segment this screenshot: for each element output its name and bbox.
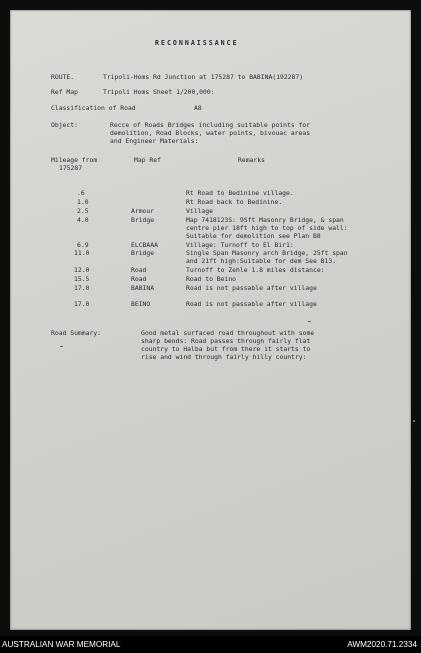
header-map-ref: Map Ref [134,156,161,164]
row-map-ref: Bridge [131,216,155,224]
summary-line: rise and wind through fairly hilly country: [141,353,307,361]
row-remark: centre pier 18ft high to top of side wall: [186,224,348,232]
object-line: demolition, Road Blocks, water points, bivouac areas [110,129,311,137]
ink-mark [60,346,63,347]
row-remark: Turnoff to Zehle 1.8 miles distance: [186,266,325,274]
row-map-ref: BABINA [131,284,155,292]
row-mileage: 12.0 [74,266,90,274]
header-mileage-sub: 175287 [59,164,83,172]
row-remark: Road is not passable after village [186,284,317,292]
summary-line: Good metal surfaced road throughout with some [141,329,315,337]
row-remark: Rt Road to Bedinine village. [186,189,294,197]
row-mileage: 6.9 [77,241,89,249]
row-remark: Rt Road back to Bedinine. [186,198,283,206]
object-label: Object: [51,121,78,129]
row-remark: Road to Beino [186,275,237,283]
row-remark: Single Span Masonry arch Bridge, 25ft span [186,249,348,257]
row-mileage: 17.0 [74,300,90,308]
classification-value: A8 [194,104,202,112]
row-map-ref: Road [131,266,147,274]
footer-accession: AWM2020.71.2334 [347,640,417,649]
header-remarks: Remarks [238,156,265,164]
row-map-ref: ELCBAAA [131,241,158,249]
summary-line: country to Halba but from there it starts to [141,345,311,353]
document-title: RECONNAISSANCE [155,39,239,47]
row-mileage: 11.0 [74,249,90,257]
row-mileage: 4.0 [77,216,89,224]
row-mileage: 15.5 [74,275,90,283]
footer-credit: AUSTRALIAN WAR MEMORIAL [2,640,121,649]
classification-label: Classification of Road [51,104,136,112]
object-line: and Engineer Materials: [110,137,199,145]
ink-mark [413,420,415,422]
row-mileage: .6 [77,189,85,197]
summary-line: sharp bends: Road passes through fairly flat [141,337,311,345]
ink-mark [308,321,311,322]
row-mileage: 2.5 [77,207,89,215]
footer-bar [0,636,421,653]
object-line: Recce of Roads Bridges including suitable points for [110,121,311,129]
row-map-ref: Bridge [131,249,155,257]
ref-map-value: Tripoli Homs Sheet 1/200,000: [103,88,215,96]
route-value: Tripoli-Homs Rd Junction at 175287 to BABINA(192287) [103,73,304,81]
row-remark: and 21ft high:Suitable for dem See B13. [186,257,337,265]
route-label: ROUTE. [51,73,75,81]
row-mileage: 1.0 [77,198,89,206]
row-remark: Road is not passable after village [186,300,317,308]
row-map-ref: Armour [131,207,155,215]
row-remark: Map 7418123S: 9Sft Masonry Bridge, & span [186,216,344,224]
row-remark: Village: Turnoff to El Bir1: [186,241,294,249]
document-body [10,10,411,630]
row-remark: Village [186,207,213,215]
row-mileage: 17.0 [74,284,90,292]
row-map-ref: BEINO [131,300,151,308]
row-remark: Suitable for demolition see Plan B8 [186,232,321,240]
ref-map-label: Ref Map [51,88,78,96]
header-mileage: Mileage from [51,156,98,164]
summary-label: Road Summary: [51,329,102,337]
document-page [10,10,411,630]
row-map-ref: Road [131,275,147,283]
